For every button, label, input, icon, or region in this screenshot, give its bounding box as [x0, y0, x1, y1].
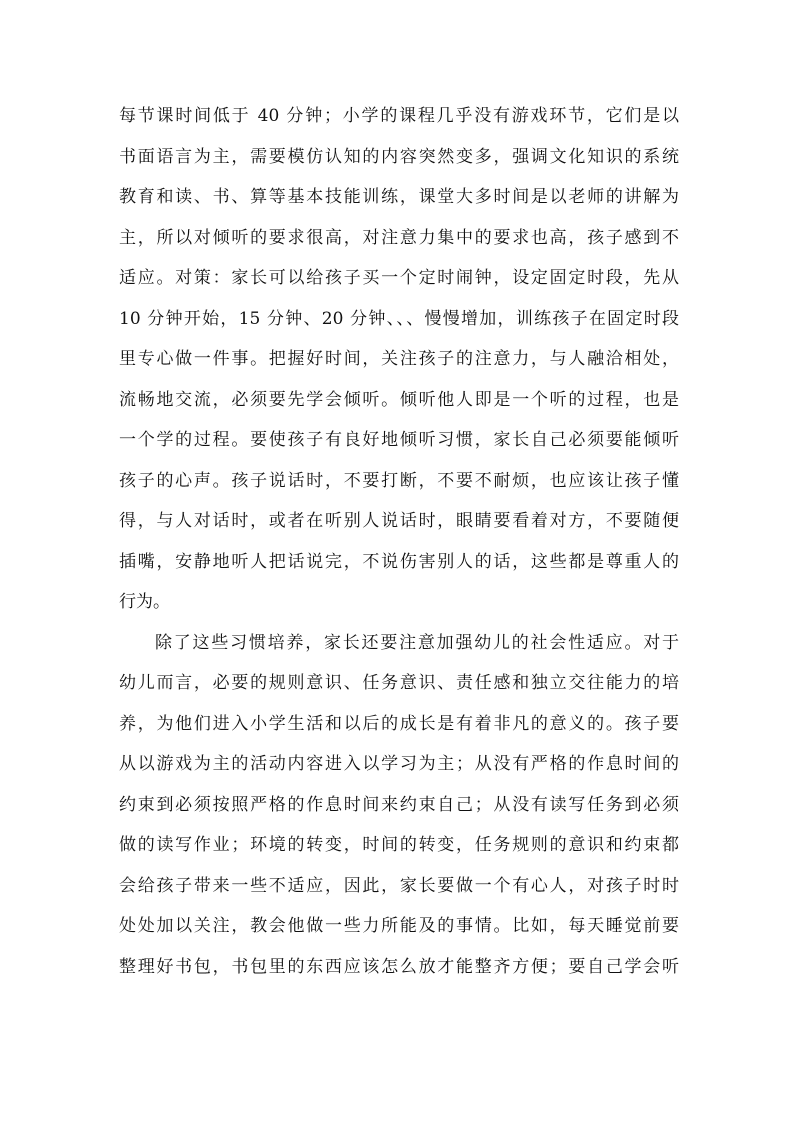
text-line: 10 分钟开始，15 分钟、20 分钟、、、慢慢增加，训练孩子在固定时段 — [119, 308, 679, 329]
text-line: 里专心做一件事。把握好时间，关注孩子的注意力，与人融洽相处， — [119, 349, 679, 369]
text-line: 流畅地交流，必须要先学会倾听。倾听他人即是一个听的过程，也是 — [119, 389, 679, 410]
document-body — [119, 96, 679, 987]
text-line: 主，所以对倾听的要求很高，对注意力集中的要求也高，孩子感到不 — [119, 227, 679, 248]
text-line: 书面语言为主，需要模仿认知的内容突然变多，强调文化知识的系统 — [119, 146, 679, 167]
text-line: 孩子的心声。孩子说话时，不要打断，不要不耐烦，也应该让孩子懂 — [119, 470, 679, 491]
text-line: 养，为他们进入小学生活和以后的成长是有着非凡的意义的。孩子要 — [119, 713, 679, 734]
paragraph-2 — [119, 623, 679, 988]
text-line: 从以游戏为主的活动内容进入以学习为主；从没有严格的作息时间的 — [119, 754, 679, 774]
text-line: 整理好书包，书包里的东西应该怎么放才能整齐方便；要自己学会听 — [119, 956, 679, 977]
text-line: 适应。对策：家长可以给孩子买一个定时闹钟，设定固定时段，先从 — [119, 268, 679, 288]
paragraph-1 — [119, 96, 679, 623]
text-line: 会给孩子带来一些不适应，因此，家长要做一个有心人，对孩子时时 — [119, 875, 679, 896]
text-line: 做的读写作业；环境的转变，时间的转变，任务规则的意识和约束都 — [119, 835, 679, 855]
text-line: 每节课时间低于 40 分钟；小学的课程几乎没有游戏环节，它们是以 — [119, 106, 679, 126]
text-line: 除了这些习惯培养，家长还要注意加强幼儿的社会性适应。对于 — [155, 632, 679, 653]
text-line: 处处加以关注，教会他做一些力所能及的事情。比如，每天睡觉前要 — [119, 916, 679, 936]
text-line: 一个学的过程。要使孩子有良好地倾听习惯，家长自己必须要能倾听 — [119, 430, 679, 450]
text-line: 得，与人对话时，或者在听别人说话时，眼睛要看着对方，不要随便 — [119, 511, 679, 531]
text-line: 插嘴，安静地听人把话说完，不说伤害别人的话，这些都是尊重人的 — [119, 551, 679, 572]
text-line: 行为。 — [119, 592, 170, 612]
text-line: 约束到必须按照严格的作息时间来约束自己；从没有读写任务到必须 — [119, 794, 679, 815]
text-line: 幼儿而言，必要的规则意识、任务意识、责任感和独立交往能力的培 — [119, 673, 679, 693]
text-line: 教育和读、书、算等基本技能训练，课堂大多时间是以老师的讲解为 — [119, 187, 679, 207]
